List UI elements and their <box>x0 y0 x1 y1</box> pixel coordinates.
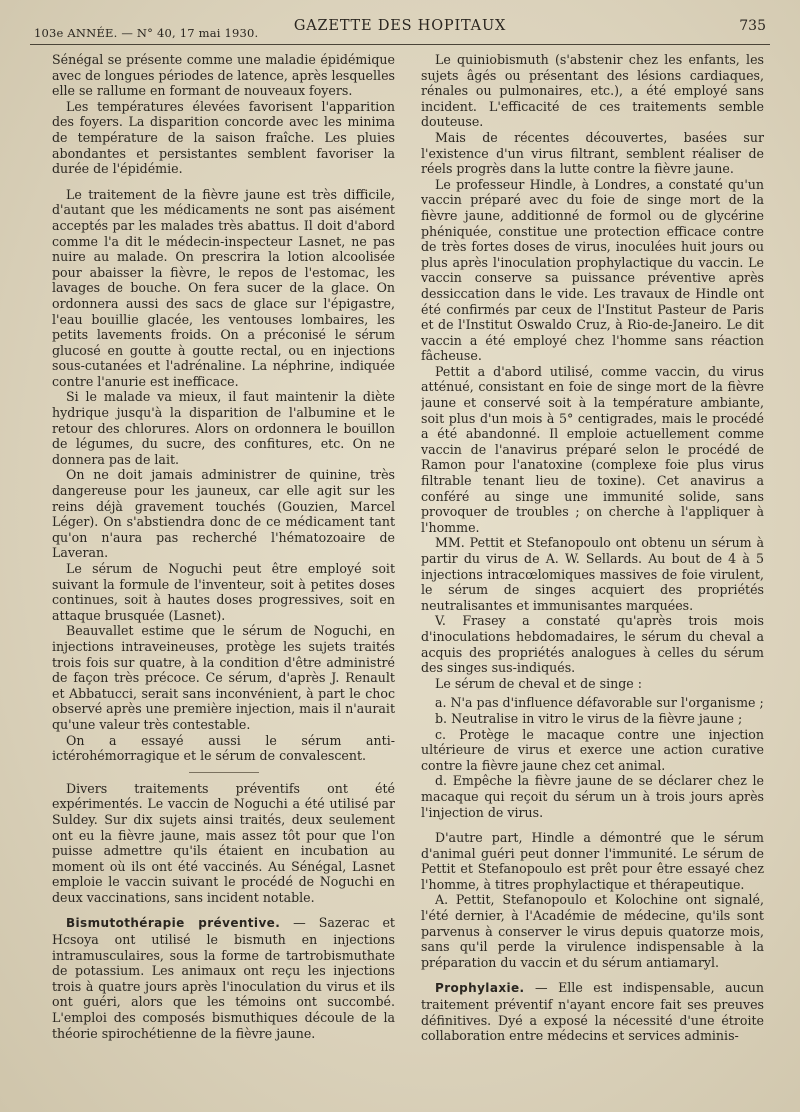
right-column <box>421 52 764 1100</box>
paragraph <box>421 980 764 1043</box>
paragraph: V. Frasey a constaté qu'après trois mois d'inoculations hebdomadaires, le sérum du cheval a acquis des propriétés analogues à celles du sérum des singes sus-indiqués. <box>421 613 764 676</box>
paragraph-text: — Sazerac et Hcsoya ont utilisé le bismuth en injections intramusculaires, sous la forme de tartrobismuthate de potassium. Les animaux ont reçu les injections trois à quatre jours après l'inoculation du virus et ils ont guéri, alors que les témoins ont succombé. L'emploi des composés bismuthiques découle de la théorie spirochétienne de la fièvre jaune. <box>52 915 395 1041</box>
section-divider <box>189 772 259 773</box>
section-heading: Prophylaxie. <box>435 981 525 996</box>
list-item: a. N'a pas d'influence défavorable sur l'organisme ; <box>435 695 764 711</box>
paragraph: Sénégal se présente comme une maladie épidémique avec de longues périodes de latence, après lesquelles elle se rallume en formant de nouveaux foyers. <box>52 52 395 99</box>
list-item: d. Empêche la fièvre jaune de se déclarer chez le macaque qui reçoit du sérum un à trois jours après l'injection de virus. <box>421 773 764 820</box>
journal-title: GAZETTE DES HOPITAUX <box>293 18 507 34</box>
issue-info: 103e ANNÉE. — N° 40, 17 mai 1930. <box>34 26 259 40</box>
paragraph: Le sérum de Noguchi peut être employé soit suivant la formule de l'inventeur, soit à petites doses continues, soit à hautes doses progressives, soit en attaque brusquée (Lasnet). <box>52 561 395 623</box>
paragraph: Le quiniobismuth (s'abstenir chez les enfants, les sujets âgés ou présentant des lésions cardiaques, rénales ou pulmonaires, etc.), a été employé sans incident. L'efficacité de ces traitements semble douteuse. <box>421 52 764 130</box>
paragraph: On a essayé aussi le sérum anti-ictérohémorragique et le sérum de convalescent. <box>52 732 395 764</box>
paragraph: Mais de récentes découvertes, basées sur l'existence d'un virus filtrant, semblent réaliser de réels progrès dans la lutte contre la fièvre jaune. <box>421 129 764 177</box>
text-columns <box>52 52 764 1100</box>
page-header <box>30 10 770 45</box>
paragraph: Le professeur Hindle, à Londres, a constaté qu'un vaccin préparé avec du foie de singe mort de la fièvre jaune, additionné de formol ou de glycérine phéniquée, constitue une protection efficace contre de très fortes doses de virus, inoculées huit jours ou plus après l'inoculation prophylactique du vaccin. Le vaccin conserve sa puissance préventive après dessiccation dans le vide. Les travaux de Hindle ont été confirmés par ceux de l'Institut Pasteur de Paris et de l'Institut Oswaldo Cruz, à Rio-de-Janeiro. Le dit vaccin a été employé chez l'homme sans réaction fâcheuse. <box>421 176 764 364</box>
paragraph: Le sérum de cheval et de singe : <box>435 675 642 691</box>
paragraph-text: — Elle est indispensable, aucun traitement préventif n'ayant encore fait ses preuves définitives. Dyé a exposé la nécessité d'une étroite collaboration entre médecins et services adminis- <box>421 980 764 1044</box>
paragraph: Le traitement de la fièvre jaune est très difficile, d'autant que les médicaments ne sont pas aisément acceptés par les malades très abattus. Il doit d'abord comme l'a dit le médecin-inspecteur Lasnet, ne pas nuire au malade. On prescrira la lotion alcoolisée pour abaisser la fièvre, le repos de l'estomac, les lavages de bouche. On fera sucer de la glace. On ordonnera aussi des sacs de glace sur l'épigastre, l'eau bouillie glacée, les ventouses lombaires, les petits lavements froids. On a préconisé le sérum glucosé en goutte à goutte rectal, ou en injections sous-cutanées et l'adrénaline. La néphrine, indiquée contre l'anurie est inefficace. <box>52 186 395 389</box>
paragraph <box>52 915 395 1041</box>
page-number: 735 <box>739 18 766 34</box>
paragraph: Pettit a d'abord utilisé, comme vaccin, du virus atténué, consistant en foie de singe mort de la fièvre jaune et conservé soit à la température ambiante, soit plus d'un mois à 5° centigrades, mais le procédé a été abandonné. Il emploie actuellement comme vaccin de l'anavirus préparé selon le procédé de Ramon pour l'anatoxine (complexe foie plus virus filtrable tenant lieu de toxine). Cet anavirus a conféré au singe une immunité solide, sans provoquer de troubles ; on cherche à l'appliquer à l'homme. <box>421 363 764 535</box>
paragraph: On ne doit jamais administrer de quinine, très dangereuse pour les jauneux, car elle agit sur les reins déjà gravement touchés (Gouzien, Marcel Léger). On s'abstiendra donc de ce médicament tant qu'on n'aura pas recherché l'hématozoaire de Laveran. <box>52 467 395 561</box>
list-item: b. Neutralise in vitro le virus de la fièvre jaune ; <box>435 710 743 726</box>
paragraph: Beauvallet estime que le sérum de Noguchi, en injections intraveineuses, protège les sujets traités trois fois sur quatre, à la condition d'être administré de façon très précoce. Ce sérum, d'après J. Renault et Abbatucci, serait sans inconvénient, à part le choc observé après une première injection, mais il n'aurait qu'une valeur très contestable. <box>52 623 395 732</box>
section-heading: Bismutothérapie préventive. <box>66 916 281 931</box>
paragraph: Les températures élevées favorisent l'apparition des foyers. La disparition concorde avec les minima de température de la saison fraîche. Les pluies abondantes et persistantes semblent favoriser la durée de l'épidémie. <box>52 98 395 177</box>
list-item: c. Protège le macaque contre une injection ultérieure de virus et exerce une action curative contre la fièvre jaune chez cet animal. <box>421 726 764 773</box>
paragraph: D'autre part, Hindle a démontré que le sérum d'animal guéri peut donner l'immunité. Le sérum de Pettit et Stefanopoulo est prêt pour être essayé chez l'homme, à titres prophylactique et thérapeutique. <box>421 830 764 892</box>
paragraph: Divers traitements préventifs ont été expérimentés. Le vaccin de Noguchi a été utilisé par Suldey. Sur dix sujets ainsi traités, deux seulement ont eu la fièvre jaune, mais assez tôt pour que l'on puisse admettre qu'ils étaient en incubation au moment où ils ont été vaccinés. Au Sénégal, Lasnet emploie le vaccin suivant le procédé de Noguchi en deux vaccinations, sans incident notable. <box>52 780 395 905</box>
paragraph: A. Pettit, Stefanopoulo et Kolochine ont signalé, l'été dernier, à l'Académie de médecine, qu'ils sont parvenus à conserver le virus depuis quatorze mois, sans qu'il perde la virulence indispensable à la préparation du vaccin et du sérum antiamaryl. <box>421 892 764 970</box>
paragraph: MM. Pettit et Stefanopoulo ont obtenu un sérum à partir du virus de A. W. Sellards. Au bout de 4 à 5 injections intracœlomiques massives de foie virulent, le sérum de singes acquiert des propriétés neutralisantes et immunisantes marquées. <box>421 535 764 613</box>
left-column <box>52 52 395 1100</box>
paragraph: Si le malade va mieux, il faut maintenir la diète hydrique jusqu'à la disparition de l'albumine et le retour des chlorures. Alors on ordonnera le bouillon de légumes, du sucre, des confitures, etc. On ne donnera pas de lait. <box>52 389 395 467</box>
